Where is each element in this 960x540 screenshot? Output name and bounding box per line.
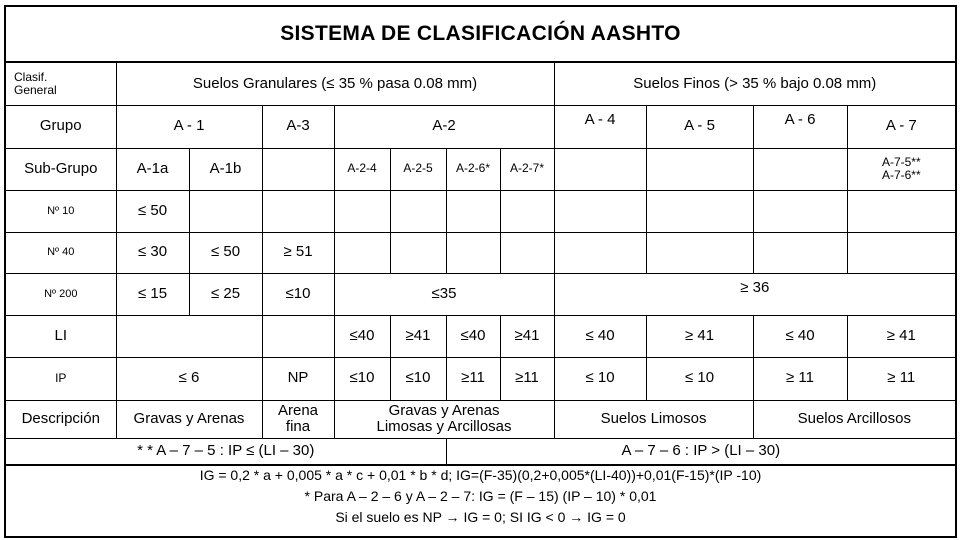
n200-label: Nº 200: [6, 273, 116, 315]
formula-np: Si el suelo es NP → IG = 0; SI IG < 0 → IG = 0: [335, 509, 626, 526]
n40-label: Nº 40: [6, 232, 116, 273]
ip-label: IP: [6, 357, 116, 400]
ip-a1: ≤ 6: [116, 357, 262, 400]
subgrupo-a24: A-2-4: [334, 148, 390, 190]
subgrupo-a7: A-7-5** A-7-6**: [847, 148, 955, 190]
grupo-row: [6, 105, 955, 148]
classification-table: [6, 63, 955, 465]
ll-a5: ≥ 41: [646, 315, 753, 357]
n10-a7: [847, 190, 955, 232]
formula-a2: * Para A – 2 – 6 y A – 2 – 7: IG = (F – 15) (IP – 10) * 0,01: [304, 488, 657, 505]
ip-a26: ≥11: [446, 357, 500, 400]
ip-a3: NP: [262, 357, 334, 400]
note-a75: * * A – 7 – 5 : IP ≤ (LI – 30): [6, 438, 446, 464]
subgrupo-label: Sub-Grupo: [6, 148, 116, 190]
subgrupo-a1b: A-1b: [189, 148, 262, 190]
grupo-label: Grupo: [6, 105, 116, 148]
grupo-a6: A - 6: [753, 105, 847, 148]
n10-a26: [446, 190, 500, 232]
n40-a27: [500, 232, 554, 273]
grupo-a3: A-3: [262, 105, 334, 148]
n200-a1b: ≤ 25: [189, 273, 262, 315]
subgrupo-a26: A-2-6*: [446, 148, 500, 190]
ip-a24: ≤10: [334, 357, 390, 400]
n10-row: [6, 190, 955, 232]
n200-a3: ≤10: [262, 273, 334, 315]
aashto-table-sheet: [4, 5, 957, 538]
grupo-a1: A - 1: [116, 105, 262, 148]
n10-a27: [500, 190, 554, 232]
n40-a5: [646, 232, 753, 273]
ip-row: [6, 357, 955, 400]
n40-a4: [554, 232, 646, 273]
notes-row: [6, 438, 955, 464]
granular-header: Suelos Granulares (≤ 35 % pasa 0.08 mm): [116, 63, 554, 105]
ll-label: LI: [6, 315, 116, 357]
desc-a2: Gravas y Arenas Limosas y Arcillosas: [334, 400, 554, 438]
n40-a25: [390, 232, 446, 273]
ip-a5: ≤ 10: [646, 357, 753, 400]
n200-a2: ≤35: [334, 273, 554, 315]
ip-a25: ≤10: [390, 357, 446, 400]
clasif-general-label: Clasif. General: [6, 63, 116, 105]
ip-a6: ≥ 11: [753, 357, 847, 400]
subgrupo-a5: [646, 148, 753, 190]
formula-ig: IG = 0,2 * a + 0,005 * a * c + 0,01 * b * d; IG=(F-35)(0,2+0,005*(LI-40))+0,01(F-15)*(IP -10): [199, 467, 762, 484]
desc-arcillosos: Suelos Arcillosos: [753, 400, 955, 438]
subgrupo-a6: [753, 148, 847, 190]
n10-label: Nº 10: [6, 190, 116, 232]
n10-a25: [390, 190, 446, 232]
grupo-a5: A - 5: [646, 105, 753, 148]
general-row: [6, 63, 955, 105]
ll-row: [6, 315, 955, 357]
ll-a7: ≥ 41: [847, 315, 955, 357]
n40-a26: [446, 232, 500, 273]
ll-a1: [116, 315, 262, 357]
fine-header: Suelos Finos (> 35 % bajo 0.08 mm): [554, 63, 955, 105]
n40-a24: [334, 232, 390, 273]
n200-finos: ≥ 36: [554, 273, 955, 315]
ll-a27: ≥41: [500, 315, 554, 357]
subgrupo-a1a: A-1a: [116, 148, 189, 190]
ll-a26: ≤40: [446, 315, 500, 357]
grupo-a2: A-2: [334, 105, 554, 148]
desc-a3: Arena fina: [262, 400, 334, 438]
subgrupo-a27: A-2-7*: [500, 148, 554, 190]
n10-a1b: [189, 190, 262, 232]
note-a76: A – 7 – 6 : IP > (LI – 30): [446, 438, 955, 464]
ll-a24: ≤40: [334, 315, 390, 357]
ll-a25: ≥41: [390, 315, 446, 357]
n40-a3: ≥ 51: [262, 232, 334, 273]
descripcion-label: Descripción: [6, 400, 116, 438]
n10-a5: [646, 190, 753, 232]
ll-a6: ≤ 40: [753, 315, 847, 357]
ip-a27: ≥11: [500, 357, 554, 400]
n10-a24: [334, 190, 390, 232]
ip-a4: ≤ 10: [554, 357, 646, 400]
subgrupo-a25: A-2-5: [390, 148, 446, 190]
n40-a1a: ≤ 30: [116, 232, 189, 273]
grupo-a7: A - 7: [847, 105, 955, 148]
subgrupo-row: [6, 148, 955, 190]
n40-a7: [847, 232, 955, 273]
n10-a6: [753, 190, 847, 232]
subgrupo-a4: [554, 148, 646, 190]
descripcion-row: [6, 400, 955, 438]
desc-limosos: Suelos Limosos: [554, 400, 753, 438]
page-title: SISTEMA DE CLASIFICACIÓN AASHTO: [6, 7, 955, 63]
ll-a4: ≤ 40: [554, 315, 646, 357]
desc-a1: Gravas y Arenas: [116, 400, 262, 438]
ip-a7: ≥ 11: [847, 357, 955, 400]
formula-block: [6, 465, 955, 529]
ll-a3: [262, 315, 334, 357]
n40-a6: [753, 232, 847, 273]
n10-a4: [554, 190, 646, 232]
n40-a1b: ≤ 50: [189, 232, 262, 273]
n40-row: [6, 232, 955, 273]
n10-a3: [262, 190, 334, 232]
n200-row: [6, 273, 955, 315]
n10-a1a: ≤ 50: [116, 190, 189, 232]
grupo-a4: A - 4: [554, 105, 646, 148]
subgrupo-a3: [262, 148, 334, 190]
n200-a1a: ≤ 15: [116, 273, 189, 315]
